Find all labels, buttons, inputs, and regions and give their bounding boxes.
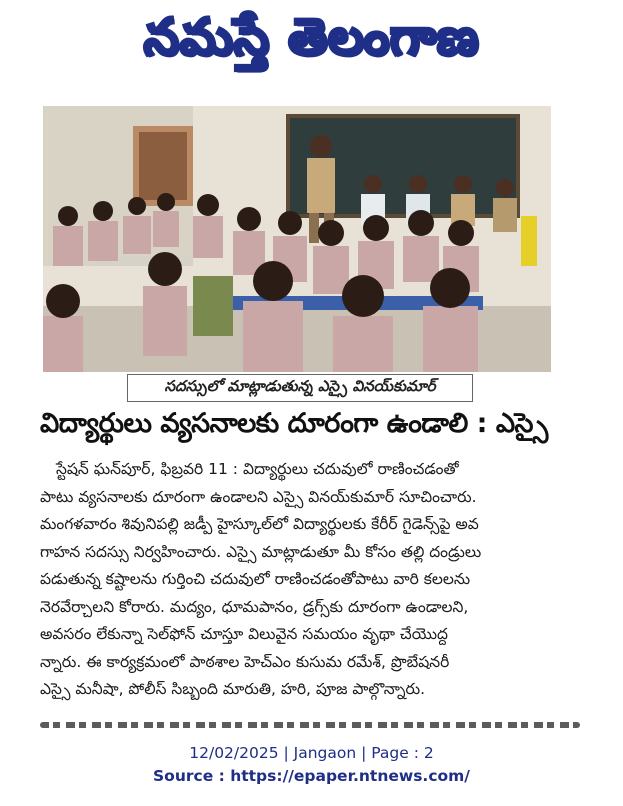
article-line: మంగళవారం శివునిపల్లి జడ్పీ హైస్కూల్‌లో విద్యార్థులకు కేరీర్ గైడెన్స్‌పై అవ [40,515,479,533]
masthead-title: నమస్తే తెలంగాణ [143,8,480,66]
article-line: పాటు వ్యసనాలకు దూరంగా ఉండాలని ఎస్సై వినయ్‌కుమార్ సూచించారు. [40,487,477,506]
article-line: ఎస్సై మనీషా, పోలీస్ సిబ్బంది మారుతి, హరి, పూజ పాల్గొన్నారు. [40,680,426,698]
photo-caption [127,374,473,402]
article-line: పడుతున్న కష్టాలను గుర్తించి చదువులో రాణించడంతోపాటు వారి కలలను [40,570,471,588]
article-line: నెరవేర్చాలని కోరారు. మద్యం, ధూమపానం, డ్రగ్స్‌కు దూరంగా ఉండాలని, [40,597,469,616]
article-headline: విద్యార్థులు వ్యసనాలకు దూరంగా ఉండాలి : ఎస్సై [40,408,548,439]
article-body [40,456,600,704]
article-line: గాహన సదస్సు నిర్వహించారు. ఎస్సై మాట్లాడుతూ మీ కోసం తల్లి దండ్రులు [40,542,482,561]
epaper-footer [0,742,623,788]
clipped-text-edge [40,722,580,732]
article-line: స్టేషన్ ఘన్‌పూర్, ఫిబ్రవరి 11 : విద్యార్థులు చదువులో రాణించడంతో [56,460,459,478]
footer-source-link[interactable]: Source : https://epaper.ntnews.com/ [153,767,470,785]
photo-caption-text: సదస్సులో మాట్లాడుతున్న ఎస్సై వినయ్‌కుమార్ [164,377,436,395]
article-line: న్నారు. ఈ కార్యక్రమంలో పాఠశాల హెచ్‌ఎం కుసుమ రమేశ్, ప్రొబేషనరీ [40,652,450,671]
footer-date-edition-page: 12/02/2025 | Jangaon | Page : 2 [189,744,434,762]
classroom-photo-illustration [43,106,551,372]
newspaper-masthead [0,6,623,80]
news-photo [43,106,551,372]
article-line: అవసరం లేకున్నా సెల్‌ఫోన్ చూస్తూ విలువైన సమయం వృథా చేయొద్ద [40,625,448,643]
